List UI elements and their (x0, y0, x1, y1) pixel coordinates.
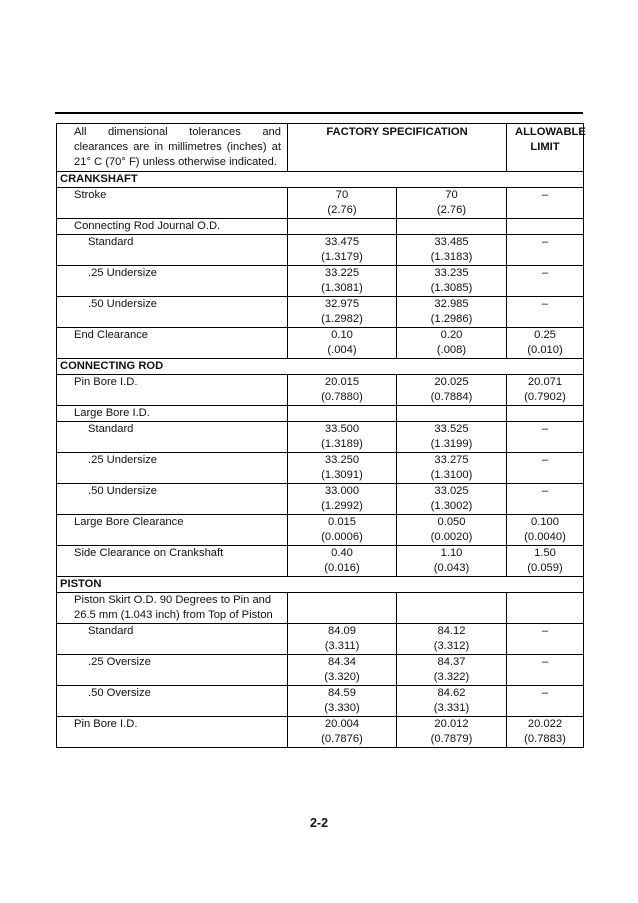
factory-min-cell (288, 297, 397, 328)
inch-value (507, 701, 583, 716)
table-row (57, 717, 584, 748)
inch-value: (3.320) (324, 671, 360, 683)
factory-max-cell (397, 546, 507, 577)
table-row (57, 297, 584, 328)
row-label: Piston Skirt O.D. 90 Degrees to Pin and 26.5 mm (1.043 inch) from Top of Piston (57, 593, 288, 624)
inch-value: (0.7879) (430, 733, 473, 745)
inch-value: (3.312) (433, 640, 470, 652)
inch-value (507, 437, 583, 452)
metric-value: 20.012 (434, 718, 469, 730)
inch-value: (0.016) (324, 562, 360, 574)
table-row (57, 266, 584, 297)
table-row (57, 655, 584, 686)
factory-min-cell (288, 686, 397, 717)
table-row (57, 422, 584, 453)
specification-table (56, 123, 584, 748)
table-row (57, 188, 584, 219)
factory-min-cell (288, 624, 397, 655)
table-row (57, 686, 584, 717)
allowable-limit-cell (507, 546, 584, 577)
factory-specification-header: FACTORY SPECIFICATION (288, 124, 507, 172)
table-row (57, 328, 584, 359)
group-row (57, 219, 584, 235)
allowable-limit-cell (507, 188, 584, 219)
row-label: Pin Bore I.D. (57, 717, 288, 748)
section-row (57, 172, 584, 188)
table-body (57, 172, 584, 748)
row-label: .50 Undersize (57, 484, 288, 515)
inch-value: (0.7902) (524, 391, 566, 403)
row-label: .25 Oversize (57, 655, 288, 686)
row-label: Stroke (57, 188, 288, 219)
allowable-limit-cell (507, 515, 584, 546)
inch-value: (0.043) (433, 562, 470, 574)
section-row (57, 577, 584, 593)
inch-value: (1.3002) (430, 500, 473, 512)
row-label: Standard (57, 235, 288, 266)
metric-value: 0.25 (534, 329, 556, 341)
factory-min-cell (288, 406, 397, 422)
row-label: Pin Bore I.D. (57, 375, 288, 406)
inch-value: (1.3081) (321, 282, 363, 294)
metric-value: – (541, 267, 549, 279)
metric-value: 20.004 (324, 718, 360, 730)
inch-value: (1.3085) (430, 282, 473, 294)
metric-value: 33.525 (434, 423, 469, 435)
table-row (57, 546, 584, 577)
allowable-limit-cell (507, 624, 584, 655)
metric-value: 84.37 (437, 656, 466, 668)
metric-value: – (541, 298, 549, 310)
metric-value: – (541, 189, 549, 201)
factory-max-cell (397, 686, 507, 717)
metric-value: 20.071 (527, 376, 563, 388)
factory-min-cell (288, 188, 397, 219)
metric-value: 33.250 (324, 454, 360, 466)
factory-min-cell (288, 717, 397, 748)
metric-value: 32.975 (324, 298, 360, 310)
inch-value: (.008) (436, 344, 467, 356)
factory-min-cell (288, 235, 397, 266)
inch-value: (0.0040) (524, 531, 566, 543)
table-row (57, 484, 584, 515)
factory-min-cell (288, 375, 397, 406)
allowable-limit-cell (507, 406, 584, 422)
row-label: .25 Undersize (57, 266, 288, 297)
allowable-limit-cell (507, 484, 584, 515)
row-label: Standard (57, 624, 288, 655)
factory-max-cell (397, 655, 507, 686)
metric-value: 84.34 (328, 656, 356, 668)
row-label: Large Bore I.D. (57, 406, 288, 422)
inch-value (507, 468, 583, 483)
row-label: End Clearance (57, 328, 288, 359)
metric-value: – (541, 423, 549, 435)
metric-value: 0.20 (440, 329, 463, 341)
factory-max-cell (397, 235, 507, 266)
table-row (57, 235, 584, 266)
factory-min-cell (288, 546, 397, 577)
metric-value: – (541, 485, 549, 497)
section-heading: CONNECTING ROD (57, 359, 584, 375)
inch-value: (2.76) (436, 204, 467, 216)
allowable-limit-cell (507, 219, 584, 235)
inch-value: (1.3091) (321, 469, 363, 481)
metric-value: 0.015 (328, 516, 356, 528)
section-row (57, 359, 584, 375)
metric-value: 33.025 (434, 485, 469, 497)
metric-value: 84.59 (328, 687, 356, 699)
inch-value: (.004) (327, 344, 357, 356)
row-label: Connecting Rod Journal O.D. (57, 219, 288, 235)
metric-value: – (541, 236, 549, 248)
allowable-limit-cell (507, 266, 584, 297)
inch-value (507, 250, 583, 265)
inch-value (507, 203, 583, 218)
metric-value: – (541, 687, 549, 699)
factory-max-cell (397, 717, 507, 748)
table-row (57, 624, 584, 655)
allowable-limit-cell (507, 235, 584, 266)
metric-value: 0.100 (531, 516, 559, 528)
factory-max-cell (397, 328, 507, 359)
inch-value (507, 499, 583, 514)
row-label: .50 Undersize (57, 297, 288, 328)
inch-value: (3.311) (324, 640, 360, 652)
table-row (57, 515, 584, 546)
metric-value: 33.225 (324, 267, 360, 279)
factory-max-cell (397, 484, 507, 515)
allowable-limit-cell (507, 655, 584, 686)
metric-value: 33.500 (324, 423, 360, 435)
metric-value: 20.025 (434, 376, 469, 388)
row-label: .50 Oversize (57, 686, 288, 717)
factory-max-cell (397, 219, 507, 235)
section-heading: CRANKSHAFT (57, 172, 584, 188)
inch-value: (1.3179) (321, 251, 363, 263)
inch-value: (0.0006) (321, 531, 363, 543)
factory-max-cell (397, 624, 507, 655)
allowable-limit-cell (507, 686, 584, 717)
metric-value: 33.235 (434, 267, 469, 279)
inch-value: (3.330) (324, 702, 360, 714)
inch-value (507, 639, 583, 654)
inch-value: (0.0020) (430, 531, 473, 543)
factory-min-cell (288, 515, 397, 546)
inch-value: (0.7876) (321, 733, 363, 745)
allowable-limit-cell (507, 453, 584, 484)
metric-value: 32.985 (434, 298, 469, 310)
row-label: .25 Undersize (57, 453, 288, 484)
inch-value: (1.2986) (430, 313, 473, 325)
factory-min-cell (288, 422, 397, 453)
metric-value: – (541, 454, 549, 466)
metric-value: 70 (445, 189, 458, 201)
section-heading: PISTON (57, 577, 584, 593)
factory-max-cell (397, 453, 507, 484)
factory-max-cell (397, 406, 507, 422)
metric-value: 33.485 (434, 236, 469, 248)
metric-value: 0.10 (331, 329, 353, 341)
inch-value: (1.3189) (321, 438, 363, 450)
inch-value: (0.7880) (321, 391, 363, 403)
metric-value: 33.275 (434, 454, 469, 466)
metric-value: 1.10 (440, 547, 463, 559)
metric-value: – (541, 625, 549, 637)
row-label: Side Clearance on Crankshaft (57, 546, 288, 577)
row-label: Standard (57, 422, 288, 453)
inch-value: (3.322) (433, 671, 470, 683)
inch-value: (1.2992) (321, 500, 363, 512)
allowable-limit-cell (507, 593, 584, 624)
factory-max-cell (397, 515, 507, 546)
top-rule (55, 112, 583, 114)
allowable-limit-cell (507, 328, 584, 359)
metric-value: 33.000 (324, 485, 360, 497)
inch-value (507, 312, 583, 327)
metric-value: 84.12 (437, 625, 466, 637)
group-row (57, 593, 584, 624)
inch-value: (1.3183) (430, 251, 473, 263)
metric-value: 20.022 (527, 718, 563, 730)
metric-value: – (541, 656, 549, 668)
metric-value: 1.50 (534, 547, 556, 559)
metric-value: 0.40 (331, 547, 353, 559)
inch-value: (1.3199) (430, 438, 473, 450)
inch-value: (0.010) (527, 344, 563, 356)
factory-min-cell (288, 219, 397, 235)
metric-value: 33.475 (324, 236, 360, 248)
metric-value: 84.09 (328, 625, 356, 637)
table-row (57, 375, 584, 406)
factory-min-cell (288, 593, 397, 624)
allowable-limit-cell (507, 422, 584, 453)
factory-min-cell (288, 453, 397, 484)
tolerance-note: All dimensional tolerances and clearances are in millimetres (inches) at 21° C (70° F) unless otherwise indicated. (57, 124, 288, 172)
factory-max-cell (397, 375, 507, 406)
inch-value: (3.331) (433, 702, 470, 714)
factory-max-cell (397, 593, 507, 624)
inch-value (507, 281, 583, 296)
allowable-limit-label: ALLOWABLE LIMIT (515, 126, 586, 153)
factory-max-cell (397, 297, 507, 328)
factory-max-cell (397, 266, 507, 297)
factory-min-cell (288, 266, 397, 297)
allowable-limit-cell (507, 717, 584, 748)
factory-max-cell (397, 188, 507, 219)
metric-value: 70 (335, 189, 349, 201)
group-row (57, 406, 584, 422)
inch-value: (0.059) (527, 562, 563, 574)
table-header-row (57, 124, 584, 172)
inch-value (507, 670, 583, 685)
page-number: 2-2 (309, 816, 329, 830)
inch-value: (2.76) (327, 204, 357, 216)
allowable-limit-header (507, 124, 584, 172)
row-label: Large Bore Clearance (57, 515, 288, 546)
factory-max-cell (397, 422, 507, 453)
allowable-limit-cell (507, 375, 584, 406)
inch-value: (0.7884) (430, 391, 473, 403)
factory-min-cell (288, 655, 397, 686)
allowable-limit-cell (507, 297, 584, 328)
inch-value: (1.2982) (321, 313, 363, 325)
metric-value: 0.050 (437, 516, 466, 528)
inch-value: (0.7883) (524, 733, 566, 745)
metric-value: 20.015 (324, 376, 360, 388)
inch-value: (1.3100) (430, 469, 473, 481)
factory-min-cell (288, 328, 397, 359)
metric-value: 84.62 (437, 687, 466, 699)
table-row (57, 453, 584, 484)
factory-min-cell (288, 484, 397, 515)
